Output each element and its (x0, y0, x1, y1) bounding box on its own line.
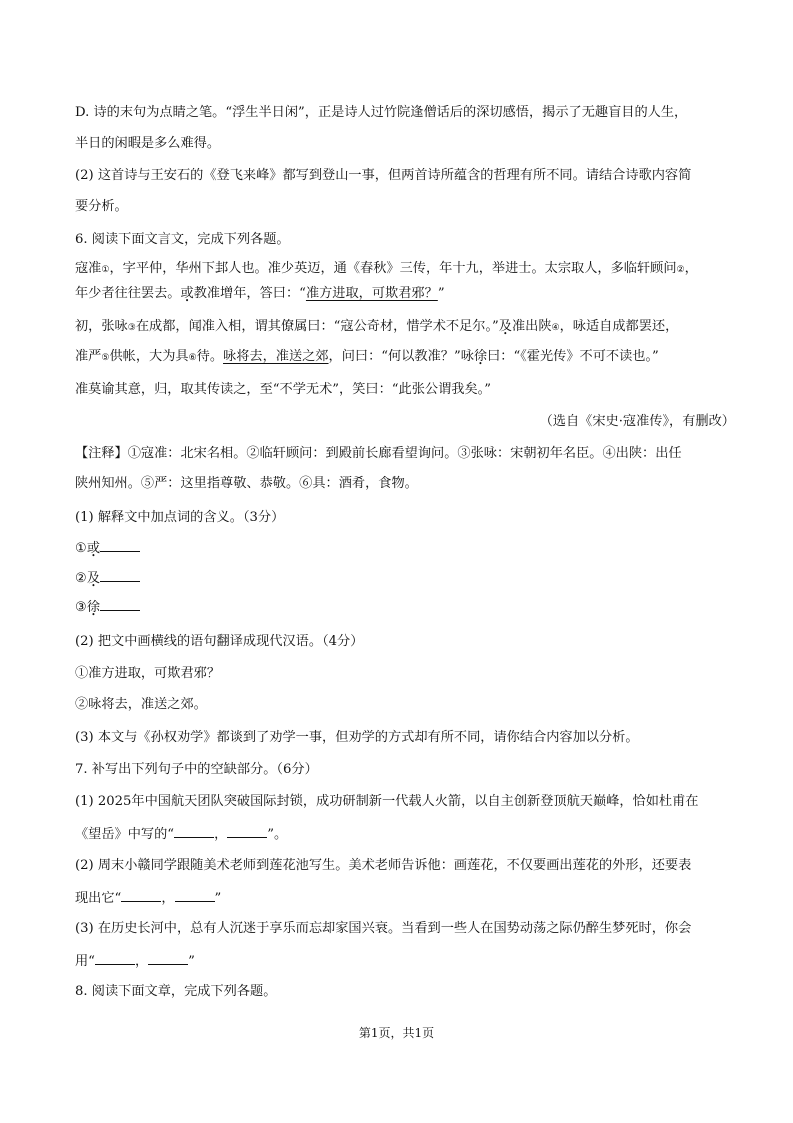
q7-1-line-1: (1) 2025年中国航天团队突破国际封锁，成功研制新一代载人火箭，以自主创新登顶航天巅峰，恰如杜甫在 (75, 794, 699, 809)
option-d-line-1: D. 诗的末句为点睛之笔。“浮生半日闲”，正是诗人过竹院逢僧话后的深切感悟，揭示了无趣盲目的人生， (75, 105, 688, 120)
passage-text: ， (684, 261, 698, 276)
passage-text: 在成都，闻准入相，谓其僚属曰：“寇公奇材，惜学术不足尔。” (135, 319, 499, 334)
underlined-sentence-2: 咏将去，准送之郊 (223, 349, 329, 364)
passage-text: 准出陕 (511, 319, 552, 334)
dotted-word: 徐 (86, 600, 101, 615)
dotted-word-xu: 徐 (473, 349, 488, 364)
annotation-line-1: 【注释】①寇准：北宋名相。②临轩顾问：到殿前长廊看望询问。③张咏：宋朝初年名臣。④出陕：出任 (75, 446, 682, 461)
answer-blank[interactable] (100, 598, 140, 611)
note-marker-1: ① (101, 265, 110, 275)
fill-blank[interactable] (175, 889, 215, 902)
option-d-line-2: 半日的闲暇是多么难得。 (75, 136, 221, 151)
note-marker-4: ④ (551, 323, 560, 333)
question-8-heading: 8. 阅读下面文章，完成下列各题。 (75, 984, 277, 999)
item-number: ③ (75, 600, 87, 615)
passage-text: 准严 (75, 349, 102, 364)
passage-text: 初，张咏 (75, 319, 128, 334)
q7-text: ”。 (267, 827, 288, 842)
passage-text: 供帐，大为具 (109, 349, 189, 364)
answer-item-2 (75, 569, 140, 587)
translation-item-2: ②咏将去，准送之郊。 (75, 697, 207, 712)
item-number: ① (75, 541, 87, 556)
passage-text: ” (437, 286, 445, 301)
passage-line-2 (75, 286, 445, 302)
underlined-sentence-1: 准方进取，可欺君邪？ (305, 286, 438, 301)
question-6-heading: 6. 阅读下面文言文，完成下列各题。 (75, 232, 290, 247)
passage-text: ，问曰：“何以教准？”咏 (328, 349, 474, 364)
fill-blank[interactable] (121, 889, 161, 902)
answer-blank[interactable] (100, 569, 140, 582)
passage-text: 年少者往往罢去。 (75, 286, 181, 301)
translation-item-1: ①准方进取，可欺君邪？ (75, 666, 221, 681)
passage-text: 教准增年，答曰：“ (193, 286, 306, 301)
passage-text: 寇准 (75, 261, 102, 276)
fill-blank[interactable] (174, 825, 214, 838)
question-5-2-line-1: (2) 这首诗与王安石的《登飞来峰》都写到登山一事，但两首诗所蕴含的哲理有所不同。请结合诗歌内容简 (75, 168, 692, 183)
note-marker-3: ③ (127, 323, 136, 333)
note-marker-2: ② (676, 265, 685, 275)
q7-text: 用“ (75, 954, 95, 969)
q7-text: 《望岳》中写的“ (75, 827, 175, 842)
annotation-line-2: 陕州知州。⑤严：这里指尊敬、恭敬。⑥具：酒肴，食物。 (75, 476, 418, 491)
dotted-word: 或 (86, 541, 101, 556)
source-citation: （选自《宋史·寇准传》，有删改） (539, 414, 735, 429)
dotted-word: 及 (86, 571, 101, 586)
q7-3-line-2 (75, 952, 195, 970)
fill-blank[interactable] (148, 952, 188, 965)
fill-blank[interactable] (227, 825, 267, 838)
passage-line-4 (75, 349, 659, 366)
q7-text: ， (214, 827, 228, 842)
q7-1-line-2 (75, 825, 287, 843)
q7-text: ” (188, 954, 195, 969)
question-5-2-line-2: 要分析。 (75, 199, 128, 214)
passage-text: 待。 (196, 349, 224, 364)
q7-text: ， (161, 891, 175, 906)
subquestion-2-heading: (2) 把文中画横线的语句翻译成现代汉语。（4分） (75, 634, 364, 649)
q7-text: ” (214, 891, 222, 906)
passage-line-3 (75, 319, 678, 336)
answer-item-3 (75, 598, 140, 616)
fill-blank[interactable] (95, 952, 135, 965)
note-marker-5: ⑤ (101, 353, 110, 363)
subquestion-1-heading: (1) 解释文中加点词的含义。（3分） (75, 510, 285, 525)
q7-text: 现出它“ (75, 891, 122, 906)
item-number: ② (75, 571, 87, 586)
dotted-word-huo: 或 (180, 286, 194, 301)
question-7-heading: 7. 补写出下列句子中的空缺部分。（6分） (75, 762, 318, 777)
q7-2-line-1: (2) 周末小赣同学跟随美术老师到莲花池写生。美术老师告诉他：画莲花，不仅要画出莲花的外形，还要表 (75, 858, 692, 873)
dotted-word-ji: 及 (498, 319, 512, 334)
q7-text: ， (134, 954, 149, 969)
page-footer: 第1页，共1页 (358, 1026, 435, 1040)
q7-3-line-1: (3) 在历史长河中，总有人沉迷于享乐而忘却家国兴衰。当看到一些人在国势动荡之际仍醉生梦死时，你会 (75, 921, 692, 936)
answer-item-1 (75, 539, 140, 557)
passage-line-1 (75, 261, 698, 278)
q7-2-line-2 (75, 889, 221, 907)
answer-blank[interactable] (100, 539, 140, 552)
passage-text: 曰：“《霍光传》不可不读也。” (487, 349, 659, 364)
subquestion-3: (3) 本文与《孙权劝学》都谈到了劝学一事，但劝学的方式却有所不同，请你结合内容加以分析。 (75, 730, 639, 745)
passage-text: ，字平仲，华州下邽人也。准少英迈，通《春秋》三传，年十九，举进士。太宗取人，多临轩顾问 (109, 261, 677, 276)
passage-text: ，咏适自成都罢还， (559, 319, 679, 334)
passage-line-5: 准莫谕其意，归，取其传读之，至“不学无术”，笑曰：“此张公谓我矣。” (75, 382, 491, 397)
note-marker-6: ⑥ (188, 353, 197, 363)
